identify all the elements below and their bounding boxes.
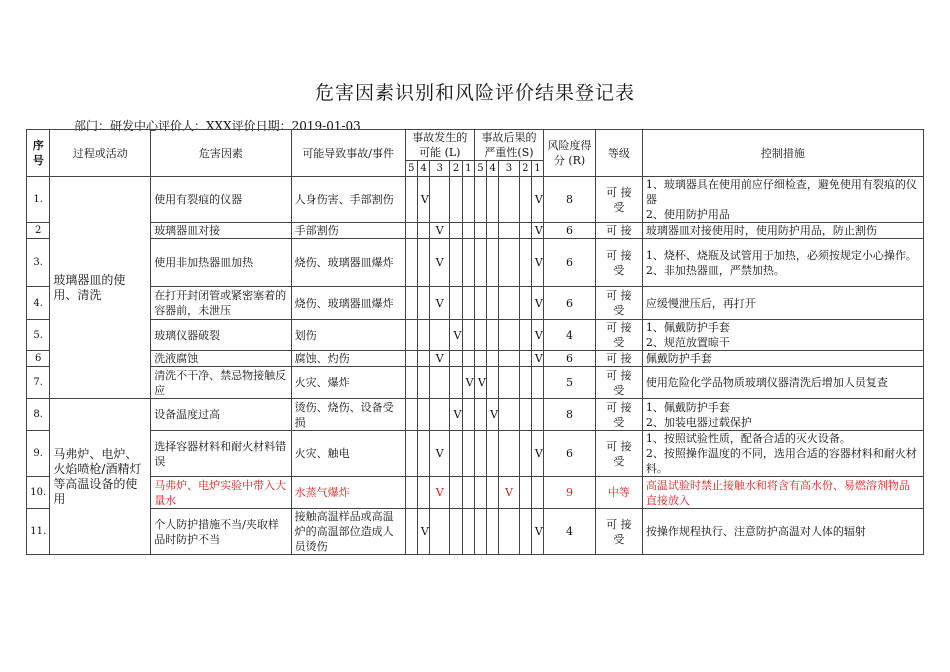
table-row [27,367,924,399]
severity-mark: V [499,477,519,509]
severity-mark [519,223,531,239]
risk-level: 可 接 [596,351,643,367]
likelihood-mark [405,223,417,239]
likelihood-mark [405,177,417,223]
hazard-factor: 使用非加热器皿加热 [151,239,291,287]
row-seq: 4. [27,287,50,320]
likelihood-mark [417,477,429,509]
page-title: 危害因素识别和风险评价结果登记表 [314,82,635,104]
likelihood-mark: V [417,177,429,223]
likelihood-mark [450,287,462,320]
likelihood-mark [462,223,474,239]
likelihood-mark [462,477,474,509]
severity-mark: V [531,320,543,351]
risk-score: 6 [544,431,596,477]
likelihood-mark [430,509,450,555]
severity-mark [499,509,519,555]
likelihood-mark [450,367,462,399]
risk-score: 4 [544,320,596,351]
severity-mark [499,223,519,239]
severity-mark [474,477,486,509]
severity-mark [487,351,499,367]
severity-mark [519,367,531,399]
possible-accident: 划伤 [291,320,405,351]
table-row [27,351,924,367]
likelihood-mark [450,223,462,239]
risk-level: 可 接 受 [596,239,643,287]
severity-mark: V [531,509,543,555]
likelihood-mark [417,320,429,351]
header-likelihood: 事故发生的可能 (L) [405,130,474,161]
severity-scale-1: 1 [531,161,543,177]
control-measure: 1、烧杯、烧瓶及试管用于加热，必须按规定小心操作。 2、非加热器皿，严禁加热。 [642,239,923,287]
likelihood-mark [405,239,417,287]
severity-mark [474,320,486,351]
severity-mark [474,351,486,367]
hazard-factor: 设备温度过高 [151,399,291,431]
hazard-factor: 玻璃仪器破裂 [151,320,291,351]
likelihood-mark [405,351,417,367]
header-severity: 事故后果的严重性(S) [474,130,543,161]
likelihood-mark [462,239,474,287]
header-hazard: 危害因素 [151,130,291,177]
severity-mark [519,239,531,287]
likelihood-mark [450,431,462,477]
severity-scale-3: 3 [499,161,519,177]
header-risk-score: 风险度得分 (R) [544,130,596,177]
likelihood-mark [417,399,429,431]
severity-mark [499,431,519,477]
table-row [27,399,924,431]
hazard-factor: 玻璃器皿对接 [151,223,291,239]
likelihood-mark [405,509,417,555]
severity-mark [487,509,499,555]
severity-mark [531,367,543,399]
severity-mark: V [487,399,499,431]
row-seq: 8. [27,399,50,431]
severity-mark: V [531,223,543,239]
hazard-factor: 清洗不干净、禁忌物接触反应 [151,367,291,399]
likelihood-mark [450,509,462,555]
risk-level: 可 接 受 [596,431,643,477]
severity-mark [487,320,499,351]
likelihood-mark: V [430,351,450,367]
row-seq: 3. [27,239,50,287]
severity-scale-2: 2 [519,161,531,177]
table-row [27,477,924,509]
severity-mark [531,477,543,509]
likelihood-mark: V [417,509,429,555]
severity-mark [499,177,519,223]
likelihood-mark [405,320,417,351]
possible-accident: 腐蚀、灼伤 [291,351,405,367]
likelihood-mark [417,351,429,367]
department-evaluator-date: 部门：研发中心评价人：XXX评价日期：2019-01-03 [74,119,361,133]
possible-accident: 火灾、触电 [291,431,405,477]
risk-score: 5 [544,367,596,399]
row-seq: 2 [27,223,50,239]
hazard-factor: 洗液腐蚀 [151,351,291,367]
likelihood-mark [417,239,429,287]
likelihood-mark [462,287,474,320]
control-measure: 佩戴防护手套 [642,351,923,367]
possible-accident: 水蒸气爆炸 [291,477,405,509]
risk-level: 可 接 受 [596,367,643,399]
control-measure: 使用危险化学品物质玻璃仪器清洗后增加人员复查 [642,367,923,399]
control-measure: 1、佩戴防护手套 2、加装电器过载保护 [642,399,923,431]
likelihood-mark [417,287,429,320]
severity-mark [474,177,486,223]
table-row [27,287,924,320]
severity-scale-5: 5 [474,161,486,177]
row-seq: 5. [27,320,50,351]
header-control: 控制措施 [642,130,923,177]
likelihood-mark [462,431,474,477]
severity-mark: V [531,431,543,477]
severity-mark [519,177,531,223]
likelihood-mark [430,399,450,431]
row-seq: 9. [27,431,50,477]
severity-mark [474,239,486,287]
likelihood-mark: V [450,320,462,351]
severity-mark [499,287,519,320]
severity-mark [474,287,486,320]
header-seq: 序号 [27,130,50,177]
table-row [27,431,924,477]
severity-mark [519,399,531,431]
likelihood-scale-2: 2 [450,161,462,177]
risk-level: 可 接 受 [596,509,643,555]
likelihood-scale-5: 5 [405,161,417,177]
severity-mark [519,431,531,477]
row-seq: 11. [27,509,50,555]
severity-mark [474,223,486,239]
hazard-factor: 马弗炉、电炉实验中带入大量水 [151,477,291,509]
severity-mark [487,223,499,239]
likelihood-mark: V [430,239,450,287]
severity-mark [519,509,531,555]
severity-mark [487,287,499,320]
process-activity: 马弗炉、电炉、火焰喷枪/酒精灯等高温设备的使用 [50,399,151,555]
hazard-factor: 个人防护措施不当/夹取样品时防护不当 [151,509,291,555]
risk-level: 中等 [596,477,643,509]
table-row [27,320,924,351]
risk-register-table [26,129,924,555]
severity-mark [499,399,519,431]
likelihood-mark [462,351,474,367]
severity-mark [487,431,499,477]
severity-mark [519,287,531,320]
risk-level: 可 接 受 [596,399,643,431]
control-measure: 应缓慢泄压后，再打开 [642,287,923,320]
possible-accident: 接触高温样品或高温炉的高温部位造成人员烫伤 [291,509,405,555]
possible-accident: 火灾、爆炸 [291,367,405,399]
likelihood-mark [405,477,417,509]
severity-mark: V [531,351,543,367]
risk-level: 可 接 受 [596,320,643,351]
row-seq: 7. [27,367,50,399]
likelihood-mark [462,399,474,431]
severity-mark [499,320,519,351]
risk-score: 6 [544,351,596,367]
likelihood-mark [405,367,417,399]
table-row [27,239,924,287]
severity-mark: V [531,239,543,287]
likelihood-mark [417,223,429,239]
table-row [27,223,924,239]
risk-score: 8 [544,399,596,431]
hazard-factor: 使用有裂痕的仪器 [151,177,291,223]
header-accident: 可能导致事故/事件 [291,130,405,177]
control-measure: 1、佩戴防护手套 2、规范放置晾干 [642,320,923,351]
risk-score: 6 [544,239,596,287]
likelihood-mark [417,431,429,477]
possible-accident: 烧伤、玻璃器皿爆炸 [291,239,405,287]
severity-mark [499,367,519,399]
likelihood-mark [430,320,450,351]
likelihood-mark: V [462,367,474,399]
table-row [27,509,924,555]
severity-mark [474,431,486,477]
likelihood-mark: V [450,399,462,431]
hazard-factor: 在打开封闭管或紧密塞着的容器前，未泄压 [151,287,291,320]
control-measure: 按操作规程执行、注意防护高温对人体的辐射 [642,509,923,555]
likelihood-mark [405,287,417,320]
likelihood-mark [430,177,450,223]
likelihood-mark [405,399,417,431]
likelihood-mark [450,351,462,367]
header-level: 等级 [596,130,643,177]
severity-mark [474,399,486,431]
likelihood-mark: V [430,431,450,477]
likelihood-mark: V [430,477,450,509]
control-measure: 1、玻璃器具在使用前应仔细检查，避免使用有裂痕的仪器 2、使用防护用品 [642,177,923,223]
possible-accident: 烧伤、玻璃器皿爆炸 [291,287,405,320]
risk-score: 9 [544,477,596,509]
likelihood-mark [450,239,462,287]
likelihood-mark: V [430,223,450,239]
likelihood-mark [450,477,462,509]
risk-score: 8 [544,177,596,223]
likelihood-mark [462,320,474,351]
severity-mark [519,351,531,367]
risk-level: 可 接 [596,223,643,239]
table-row [27,177,924,223]
likelihood-mark [430,367,450,399]
severity-mark [487,477,499,509]
risk-level: 可 接 受 [596,287,643,320]
severity-mark [519,477,531,509]
likelihood-scale-1: 1 [462,161,474,177]
possible-accident: 烫伤、烧伤、设备受损 [291,399,405,431]
row-seq: 1. [27,177,50,223]
severity-mark [487,367,499,399]
control-measure: 1、按照试验性质，配备合适的灭火设备。 2、按照操作温度的不同，选用合适的容器材料和耐火材料。 [642,431,923,477]
severity-mark: V [531,177,543,223]
severity-mark [487,177,499,223]
severity-mark [474,509,486,555]
possible-accident: 手部割伤 [291,223,405,239]
hazard-factor: 选择容器材料和耐火材料错误 [151,431,291,477]
severity-mark [499,351,519,367]
likelihood-scale-3: 3 [430,161,450,177]
risk-score: 4 [544,509,596,555]
risk-score: 6 [544,287,596,320]
severity-mark [487,239,499,287]
possible-accident: 人身伤害、手部割伤 [291,177,405,223]
severity-mark [499,239,519,287]
row-seq: 6 [27,351,50,367]
severity-mark: V [531,287,543,320]
likelihood-mark [417,367,429,399]
severity-mark [531,399,543,431]
risk-level: 可 接 受 [596,177,643,223]
likelihood-mark [450,177,462,223]
control-measure: 玻璃器皿对接使用时，使用防护用品，防止割伤 [642,223,923,239]
likelihood-mark [462,177,474,223]
severity-mark: V [474,367,486,399]
process-activity: 玻璃器皿的使用、清洗 [50,177,151,399]
row-seq: 10. [27,477,50,509]
control-measure: 高温试验时禁止接触水和将含有高水份、易燃溶剂物品直接放入 [642,477,923,509]
severity-scale-4: 4 [487,161,499,177]
risk-score: 6 [544,223,596,239]
likelihood-mark: V [430,287,450,320]
severity-mark [519,320,531,351]
likelihood-mark [462,509,474,555]
header-process: 过程或活动 [50,130,151,177]
likelihood-scale-4: 4 [417,161,429,177]
likelihood-mark [405,431,417,477]
